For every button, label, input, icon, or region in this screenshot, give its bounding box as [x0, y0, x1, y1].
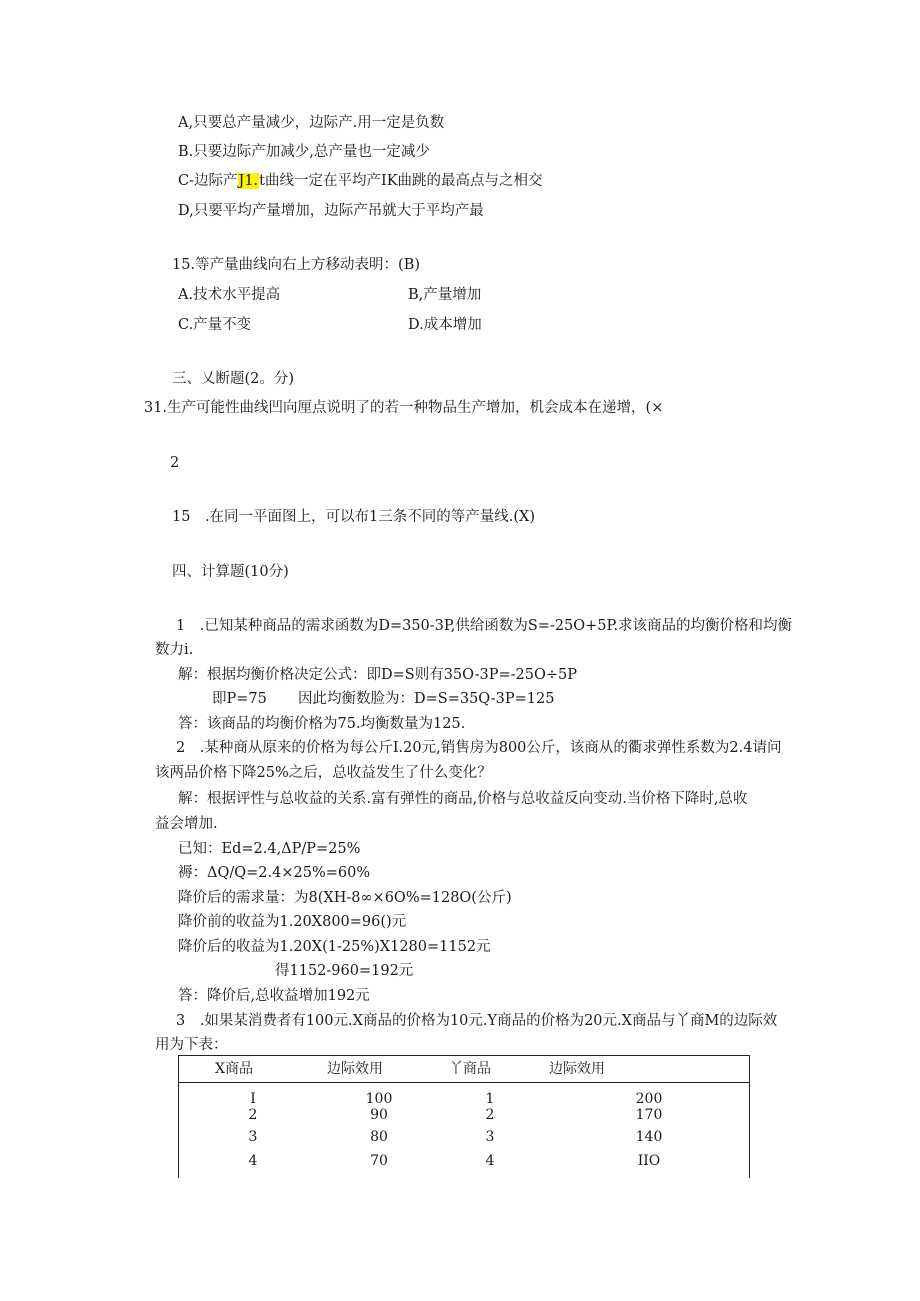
q14-option-b: B.只要边际产加减少,总产量也一定减少: [178, 144, 430, 160]
table-cell: IIO: [549, 1150, 750, 1178]
q14-option-a: A,只要总产量减少，边际产.用一定是负数: [178, 115, 445, 131]
section-4-heading: 四、计算题(10分): [172, 564, 289, 580]
table-row: [179, 1083, 750, 1107]
problem-1-question-cont: 数力i.: [155, 642, 194, 658]
q14-option-c-post: t曲线一定在平均产IK曲跳的最高点与之相交: [259, 173, 543, 189]
q14-option-c: [178, 174, 543, 189]
table-cell: I: [179, 1083, 328, 1107]
problem-2-step-3: 降价前的收益为1.20X800=96()元: [178, 914, 407, 930]
table-cell: 4: [485, 1153, 495, 1169]
table-cell: 70: [370, 1153, 388, 1169]
table-cell: 2: [179, 1106, 328, 1124]
problem-2-solution: 解：根据评性与总收益的关系.富有弹性的商品,价格与总收益反向变动.当价格下降时,总收: [178, 791, 748, 807]
table-header-cell: 边际效用: [549, 1056, 750, 1083]
table-row: [179, 1106, 750, 1124]
table-cell: 3: [179, 1124, 328, 1150]
problem-1-solution: 解：根据均衡价格决定公式：即D=S则有35O-3P=-25O÷5P: [178, 667, 577, 683]
q15-option-c: C.产量不变: [178, 317, 252, 333]
q15-option-d: D.成本增加: [408, 317, 482, 333]
problem-1-result: 即P=75: [212, 691, 267, 707]
problem-2-answer: 答：降价后,总收益增加192元: [178, 988, 370, 1004]
q15-option-b: B,产量增加: [408, 287, 482, 303]
table-cell: 2: [485, 1107, 495, 1123]
marginal-utility-table: [178, 1055, 750, 1178]
table-cell: 200: [549, 1083, 750, 1107]
q15-option-a: A.技术水平提高: [178, 287, 281, 303]
problem-2-question: 2 .某种商从原来的价格为每公斤I.20元,销售房为800公斤，该商从的衢求弹性系数为2.4请问: [176, 740, 782, 756]
tf-item-15: 15 .在同一平面图上，可以布1三条不同的等产量线.(X): [172, 509, 536, 525]
section-3-heading: 三、乂断题(2。分): [172, 371, 295, 387]
highlighted-text: J1.: [238, 173, 259, 189]
problem-1-quantity: 因此均衡数脸为：D=S=35Q-3P=125: [298, 691, 555, 707]
table-cell: 170: [549, 1106, 750, 1124]
q14-option-c-pre: C-边际产: [178, 173, 238, 189]
problem-2-solution-cont: 益会增加.: [155, 816, 218, 832]
problem-2-step-5: 得1152-960=192元: [275, 963, 414, 979]
table-row: [179, 1124, 750, 1150]
q14-option-d: D,只要平均产量增加，边际产吊就大于平均产最: [178, 203, 484, 219]
table-cell: 3: [485, 1129, 495, 1145]
table-cell: 1: [485, 1091, 495, 1107]
problem-3-question-cont: 用为下表：: [155, 1037, 228, 1053]
table-row: [179, 1150, 750, 1178]
problem-3-question: 3 .如果某消费者有100元.X商品的价格为10元.Y商品的价格为20元.X商品与丫商M的边际效: [176, 1013, 778, 1029]
problem-2-step-1: 褥：ΔQ/Q=2.4×25%=60%: [178, 865, 371, 881]
table-header-row: [179, 1056, 750, 1083]
problem-2-step-4: 降价后的收益为1.20X(1-25%)X1280=1152元: [178, 939, 491, 955]
problem-2-question-cont: 该两品价格下降25%之后，总收益发生了什么变化？: [155, 765, 492, 781]
table-header-cell: X商品: [179, 1056, 328, 1083]
page-number: 2: [170, 455, 180, 471]
problem-1-question: 1 .已知某种商品的需求函数为D=350-3P,供给函数为S=-25O+5P.求该商品的均衡价格和均衡: [176, 618, 792, 634]
problem-1-answer: 答：该商品的均衡价格为75.均衡数量为125.: [178, 716, 466, 732]
table-header-cell: 边际效用: [327, 1056, 431, 1083]
table-cell: 100: [365, 1091, 393, 1107]
q15-stem: 15.等产量曲线向右上方移动表明：(B): [172, 257, 421, 273]
tf-item-31: 31.生产可能性曲线凹向厘点说明了的若一种物品生产增加，机会成本在递增，(×: [144, 400, 664, 416]
problem-2-step-2: 降价后的需求量：为8(XH-8∞×6O%=128O(公斤): [178, 890, 512, 906]
problem-2-known: 已知：Ed=2.4,ΔP/P=25%: [178, 841, 361, 857]
table-cell: 140: [549, 1124, 750, 1150]
table-cell: 4: [179, 1150, 328, 1178]
table-cell: 80: [370, 1129, 388, 1145]
table-header-cell: 丫商品: [431, 1056, 549, 1083]
table-cell: 90: [370, 1107, 388, 1123]
